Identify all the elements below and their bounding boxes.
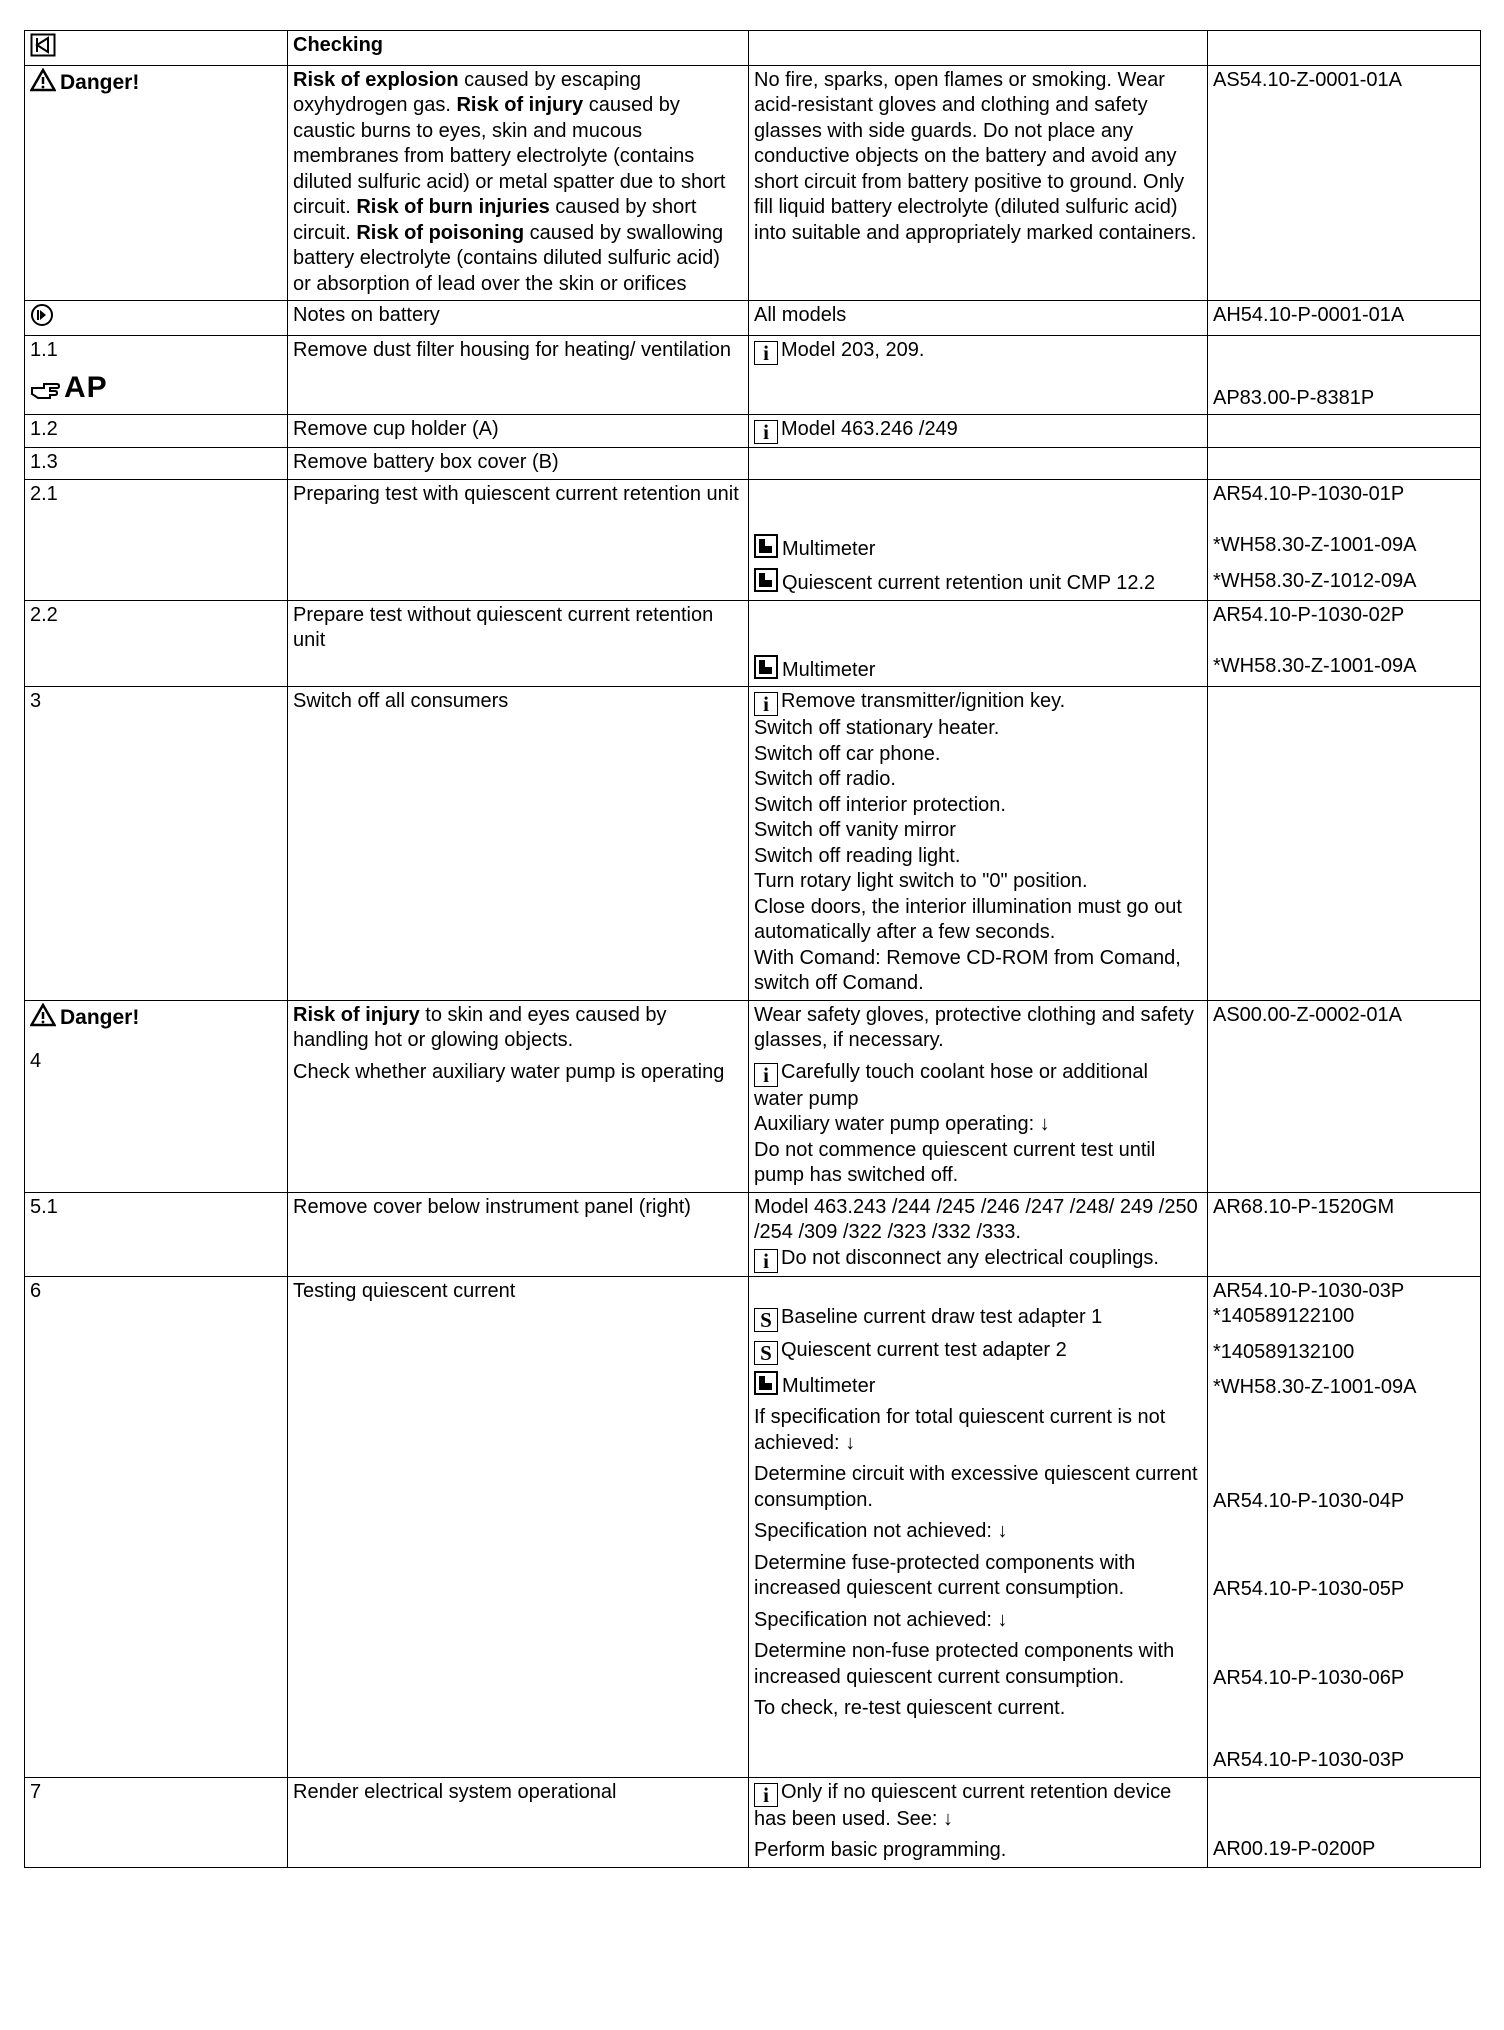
step-text: Remove cup holder (A) — [288, 415, 749, 448]
reference-link: AP83.00-P-8381P — [1213, 386, 1375, 409]
table-row: 1.1 AP Remove dust filter housing for heating/ ventilation i Model 203, 209. AP83.00-P-8381P — [25, 335, 1481, 415]
tool-ref: *WH58.30-Z-1001-09A — [1213, 534, 1417, 556]
pointing-hand-icon — [30, 380, 60, 400]
arrow-down-icon: ↓ — [943, 1807, 954, 1830]
arrow-down-icon: ↓ — [845, 1431, 856, 1454]
step-text: Remove dust filter housing for heating/ ventilation — [288, 335, 749, 415]
reference-link: AH54.10-P-0001-01A — [1208, 301, 1481, 336]
reference-link: AR00.19-P-0200P — [1213, 1837, 1376, 1860]
reference-link: AS54.10-Z-0001-01A — [1208, 65, 1481, 301]
tool-icon — [754, 1371, 778, 1395]
table-row: 5.1 Remove cover below instrument panel (right) Model 463.243 /244 /245 /246 /247 /248/ 249 /250 /254 /309 /322 /323 /332 /333. i Do not disconnect any electrical couplings. AR68.10-P-1520GM — [25, 1192, 1481, 1276]
special-tool-icon: S — [754, 1341, 778, 1365]
warning-triangle-icon — [30, 1003, 56, 1027]
step-number: 4 — [30, 1050, 42, 1072]
info-icon: i — [754, 341, 778, 365]
table-row: 7 Render electrical system operational i Only if no quiescent current retention device has been used. See: ↓ Perform basic programming. AR00.19-P-0200P — [25, 1777, 1481, 1867]
reference-link: AR54.10-P-1030-03P — [1213, 1279, 1405, 1302]
table-row — [25, 301, 1481, 336]
info-icon: i — [754, 692, 778, 716]
warning-triangle-icon — [30, 68, 56, 92]
info-icon: i — [754, 1249, 778, 1273]
notes-models: All models — [749, 301, 1208, 336]
tool-icon — [754, 655, 778, 679]
list-item: With Comand: Remove CD-ROM from Comand, switch off Comand. — [754, 946, 1181, 994]
step-text: Prepare test without quiescent current retention unit — [288, 600, 749, 687]
procedure-table — [24, 30, 1481, 1868]
list-item: Turn rotary light switch to "0" position. — [754, 870, 1088, 892]
table-row: Danger! 4 Risk of injury to skin and eyes caused by handling hot or glowing objects. Check whether auxiliary water pump is operating Wear safety gloves, protective clothing and safety glasses, if necessary. i Carefully touch coolant hose or additional water pump Auxiliary water pump operating: ↓ Do not commence quiescent current test until pump has switched off. AS00.00-Z-0002-01A — [25, 1000, 1481, 1192]
reference-link: AR54.10-P-1030-04P — [1213, 1489, 1405, 1512]
reference-link: AR54.10-P-1030-03P — [1213, 1749, 1405, 1771]
step-text: Render electrical system operational — [288, 1777, 749, 1867]
reference-link: AR54.10-P-1030-06P — [1213, 1666, 1405, 1689]
section-title: Checking — [293, 34, 384, 56]
step-number: 2.2 — [25, 600, 288, 687]
special-tool-icon: S — [754, 1308, 778, 1332]
step-number: 2.1 — [25, 479, 288, 600]
table-row: 2.2 Prepare test without quiescent current retention unit Multimeter AR54.10-P-1030-02P *WH58.30-Z-1001-09A — [25, 600, 1481, 687]
step-text: Remove battery box cover (B) — [288, 448, 749, 480]
notes-circle-icon — [30, 303, 54, 327]
arrow-down-icon: ↓ — [997, 1608, 1008, 1631]
list-item: Close doors, the interior illumination must go out automatically after a few seconds. — [754, 895, 1182, 943]
reference-link: AR54.10-P-1030-02P — [1213, 603, 1405, 626]
list-item: Switch off reading light. — [754, 844, 961, 867]
step-number: 1.3 — [25, 448, 288, 480]
table-row — [25, 65, 1481, 301]
info-icon: i — [754, 420, 778, 444]
tool-ref: *WH58.30-Z-1001-09A — [1213, 1376, 1417, 1398]
danger-label: Danger! — [60, 70, 140, 94]
tool-ref: *WH58.30-Z-1001-09A — [1213, 655, 1417, 677]
danger-label: Danger! — [60, 1005, 140, 1029]
arrow-down-icon: ↓ — [997, 1520, 1008, 1542]
list-item: Switch off stationary heater. — [754, 717, 1000, 739]
list-item: Switch off interior protection. — [754, 793, 1006, 816]
list-item: Switch off car phone. — [754, 742, 941, 765]
step-number: 5.1 — [25, 1192, 288, 1276]
tool-ref: *WH58.30-Z-1012-09A — [1213, 569, 1417, 592]
table-row: 6 Testing quiescent current S Baseline current draw test adapter 1 S Quiescent current test adapter 2 Multimeter If specification for total quiescent current is not achieved: ↓ Determine circuit with excessive quiescent current consumption. Specification not achieved: ↓ Determine fuse-protected components with increased quiescent current consumption. Specification not achieved: ↓ Determine non-fuse protected components with increased quiescent current consumption. To check, re-test quiescent current. AR54.10-P-1030-03P *140589122100 *140589132100 *WH58.30-Z-1001-09A AR54.10-P-1030-04P AR54.10-P-1030-05P AR54.10-P-1030-06P AR54.10-P-1030-03P — [25, 1276, 1481, 1777]
tool-ref: *140589122100 — [1213, 1305, 1355, 1327]
tool-ref: *140589132100 — [1213, 1340, 1355, 1363]
info-icon: i — [754, 1063, 778, 1087]
tool-icon — [754, 534, 778, 558]
step-number: 1.1 — [30, 338, 58, 361]
table-row: 1.2 Remove cup holder (A) i Model 463.246 /249 — [25, 415, 1481, 448]
danger-risk-text: Risk of explosion caused by escaping oxyhydrogen gas. Risk of injury caused by caustic burns to eyes, skin and mucous membranes from battery electrolyte (contains diluted sulfuric acid) or metal spatter due to short circuit. Risk of burn injuries caused by short circuit. Risk of poisoning caused by swallowing battery electrolyte (contains diluted sulfuric acid) or absorption of lead over the skin or orifices — [288, 65, 749, 301]
reference-link: AR68.10-P-1520GM — [1208, 1192, 1481, 1276]
step-text: Switch off all consumers — [288, 687, 749, 1001]
table-row — [25, 448, 1481, 480]
table-row: 3 Switch off all consumers i Remove transmitter/ignition key. Switch off stationary heater. Switch off car phone. Switch off radio. Switch off interior protection. Switch off vanity mirror Switch off reading light. Turn rotary light switch to "0" position. Close doors, the interior illumination must go out automatically after a few seconds. With Comand: Remove CD-ROM from Comand, switch off Comand. — [25, 687, 1481, 1001]
tool-icon — [754, 568, 778, 592]
list-item: Switch off vanity mirror — [754, 819, 956, 841]
risk-heading: Risk of injury — [293, 1003, 420, 1026]
step-number: 3 — [25, 687, 288, 1001]
step-text: Remove cover below instrument panel (right) — [288, 1192, 749, 1276]
arrow-down-icon: ↓ — [1039, 1113, 1050, 1135]
step-text: Preparing test with quiescent current retention unit — [288, 479, 749, 600]
reference-link: AS00.00-Z-0002-01A — [1208, 1000, 1481, 1192]
table-row: 2.1 Preparing test with quiescent current retention unit Multimeter Quiescent current retention unit CMP 12.2 AR54.10-P-1030-01P *WH58.30-Z-1001-09A *WH58.30-Z-1012-09A — [25, 479, 1481, 600]
reference-link: AR54.10-P-1030-05P — [1213, 1578, 1405, 1600]
step-text: Testing quiescent current — [288, 1276, 749, 1777]
info-icon: i — [754, 1783, 778, 1807]
list-item: Switch off radio. — [754, 768, 896, 790]
step-number: 7 — [25, 1777, 288, 1867]
reference-link: AR54.10-P-1030-01P — [1213, 482, 1405, 505]
step-number: 6 — [25, 1276, 288, 1777]
step-number: 1.2 — [25, 415, 288, 448]
table-row — [25, 31, 1481, 66]
back-arrow-icon — [30, 33, 56, 57]
notes-label: Notes on battery — [288, 301, 749, 336]
danger-measures: No fire, sparks, open flames or smoking. Wear acid-resistant gloves and clothing and safety glasses with side guards. Do not place any conductive objects on the battery and avoid any short circuit from battery positive to ground. Only fill liquid battery electrolyte (diluted sulfuric acid) into suitable and appropriately marked containers. — [749, 65, 1208, 301]
step-text: Check whether auxiliary water pump is operating — [293, 1060, 725, 1083]
ap-label: AP — [64, 371, 108, 404]
